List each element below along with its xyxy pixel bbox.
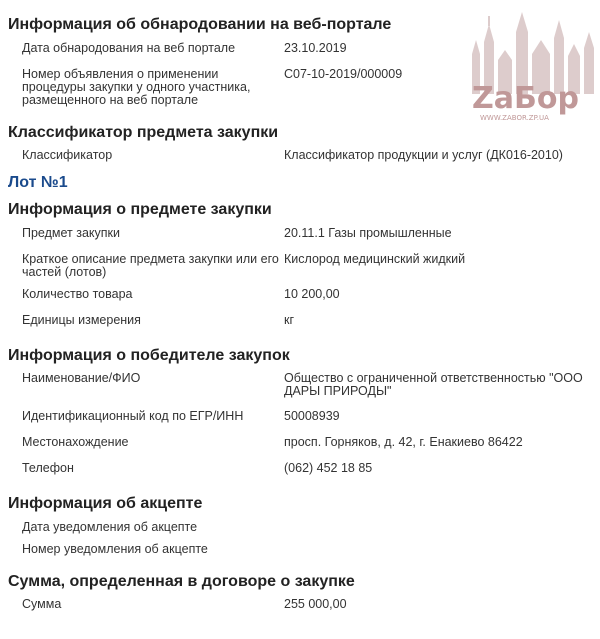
value-units: кг <box>284 313 295 327</box>
label-subject: Предмет закупки <box>22 226 120 240</box>
label-acceptance-date: Дата уведомления об акцепте <box>22 520 198 534</box>
section-title-sum: Сумма, определенная в договоре о закупке <box>8 573 355 590</box>
label-quantity: Количество товара <box>22 287 133 301</box>
section-title-winner: Информация о победителе закупок <box>8 347 290 364</box>
watermark-url: WWW.ZABOR.ZP.UA <box>480 114 549 122</box>
value-announcement-number: C07-10-2019/000009 <box>284 67 403 81</box>
section-title-classifier: Классификатор предмета закупки <box>8 124 279 141</box>
value-winner-code: 50008939 <box>284 409 340 423</box>
label-winner-location: Местонахождение <box>22 435 129 449</box>
value-winner-location: просп. Горняков, д. 42, г. Енакиево 86422 <box>284 435 523 449</box>
value-winner-name: Общество с ограниченной ответственностью "ООО ДАРЫ ПРИРОДЫ" <box>284 371 583 398</box>
value-classifier: Классификатор продукции и услуг (ДК016-2010) <box>284 148 563 162</box>
zabor-watermark-logo <box>466 10 600 132</box>
value-short-description: Кислород медицинский жидкий <box>284 252 466 266</box>
section-title-portal: Информация об обнародовании на веб-портале <box>8 16 392 33</box>
label-acceptance-number: Номер уведомления об акцепте <box>22 542 208 556</box>
lot-title: Лот №1 <box>8 174 68 191</box>
label-sum: Сумма <box>22 597 62 611</box>
label-winner-name: Наименование/ФИО <box>22 371 141 385</box>
label-announcement-number: Номер объявления о применении процедуры закупки у одного участника, размещенного на веб портале <box>22 67 251 107</box>
value-quantity: 10 200,00 <box>284 287 340 301</box>
value-subject: 20.11.1 Газы промышленные <box>284 226 452 240</box>
value-publication-date: 23.10.2019 <box>284 41 347 55</box>
label-classifier: Классификатор <box>22 148 113 162</box>
section-title-subject: Информация о предмете закупки <box>8 201 272 218</box>
label-winner-code: Идентификационный код по ЕГР/ИНН <box>22 409 244 423</box>
label-publication-date: Дата обнародования на веб портале <box>22 41 236 55</box>
value-sum: 255 000,00 <box>284 597 347 611</box>
label-short-description: Краткое описание предмета закупки или его частей (лотов) <box>22 252 279 279</box>
value-winner-phone: (062) 452 18 85 <box>284 461 373 475</box>
label-units: Единицы измерения <box>22 313 141 327</box>
section-title-acceptance: Информация об акцепте <box>8 495 203 512</box>
label-winner-phone: Телефон <box>22 461 74 475</box>
watermark-logo-text: ZaБор <box>472 81 579 116</box>
